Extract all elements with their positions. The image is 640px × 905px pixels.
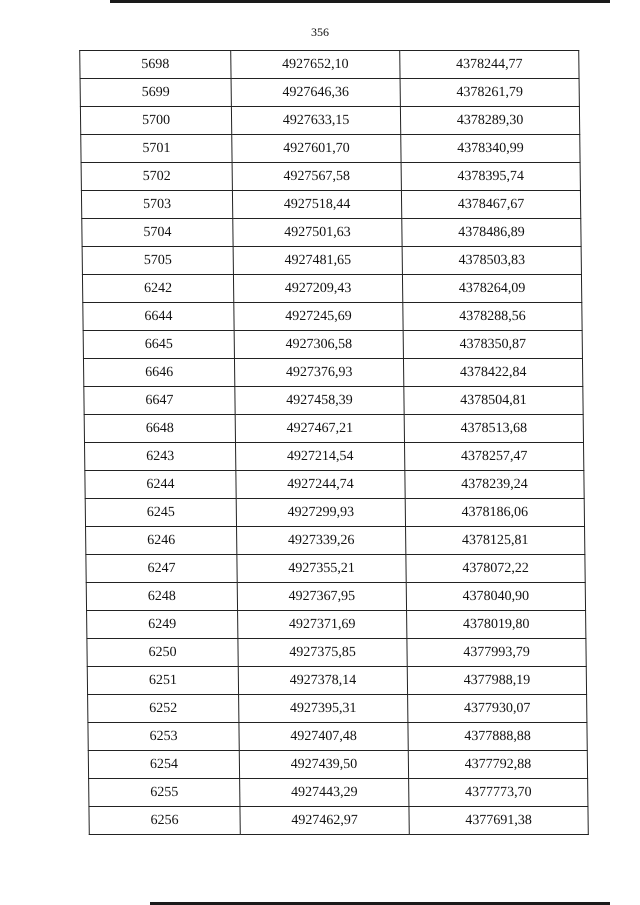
x-coordinate-cell: 4927214,54 <box>236 443 405 471</box>
y-coordinate-cell: 4378125,81 <box>406 527 585 555</box>
point-number-cell: 5704 <box>82 219 233 247</box>
point-number-cell: 6248 <box>86 583 237 611</box>
x-coordinate-cell: 4927652,10 <box>231 51 400 79</box>
x-coordinate-cell: 4927467,21 <box>235 415 404 443</box>
y-coordinate-cell: 4377993,79 <box>407 639 586 667</box>
table-row <box>83 331 582 359</box>
x-coordinate-cell: 4927633,15 <box>231 107 400 135</box>
y-coordinate-cell: 4378340,99 <box>401 135 580 163</box>
y-coordinate-cell: 4378513,68 <box>404 415 583 443</box>
table-row <box>80 79 579 107</box>
table-row <box>86 555 585 583</box>
table-row <box>85 471 584 499</box>
y-coordinate-cell: 4378072,22 <box>406 555 585 583</box>
point-number-cell: 6249 <box>87 611 238 639</box>
y-coordinate-cell: 4378503,83 <box>402 247 581 275</box>
y-coordinate-cell: 4378261,79 <box>400 79 579 107</box>
x-coordinate-cell: 4927518,44 <box>232 191 401 219</box>
y-coordinate-cell: 4378395,74 <box>401 163 580 191</box>
table-row <box>81 135 580 163</box>
table-row <box>84 387 583 415</box>
y-coordinate-cell: 4378486,89 <box>402 219 581 247</box>
x-coordinate-cell: 4927339,26 <box>237 527 406 555</box>
table-row <box>82 275 581 303</box>
point-number-cell: 5701 <box>81 135 232 163</box>
table-row <box>81 163 580 191</box>
point-number-cell: 6256 <box>89 807 240 835</box>
table-row <box>84 415 583 443</box>
x-coordinate-cell: 4927601,70 <box>232 135 401 163</box>
y-coordinate-cell: 4378019,80 <box>407 611 586 639</box>
table-row <box>85 499 584 527</box>
y-coordinate-cell: 4377930,07 <box>408 695 587 723</box>
table-row <box>89 779 588 807</box>
x-coordinate-cell: 4927375,85 <box>238 639 407 667</box>
point-number-cell: 6243 <box>85 443 236 471</box>
y-coordinate-cell: 4378504,81 <box>404 387 583 415</box>
point-number-cell: 5700 <box>80 107 231 135</box>
table-row <box>89 807 588 835</box>
y-coordinate-cell: 4378264,09 <box>402 275 581 303</box>
x-coordinate-cell: 4927306,58 <box>234 331 403 359</box>
y-coordinate-cell: 4378422,84 <box>403 359 582 387</box>
table-row <box>88 695 587 723</box>
point-number-cell: 6253 <box>88 723 239 751</box>
table-row <box>81 191 580 219</box>
y-coordinate-cell: 4378467,67 <box>401 191 580 219</box>
point-number-cell: 6251 <box>87 667 238 695</box>
x-coordinate-cell: 4927646,36 <box>231 79 400 107</box>
table-row <box>83 359 582 387</box>
point-number-cell: 6646 <box>83 359 234 387</box>
point-number-cell: 6252 <box>88 695 239 723</box>
scan-edge-top <box>110 0 610 3</box>
point-number-cell: 6645 <box>83 331 234 359</box>
table-row <box>88 723 587 751</box>
point-number-cell: 5703 <box>81 191 232 219</box>
point-number-cell: 6647 <box>84 387 235 415</box>
y-coordinate-cell: 4378244,77 <box>400 51 579 79</box>
x-coordinate-cell: 4927501,63 <box>233 219 402 247</box>
table-row <box>87 611 586 639</box>
x-coordinate-cell: 4927244,74 <box>236 471 405 499</box>
table-row <box>86 583 585 611</box>
y-coordinate-cell: 4377773,70 <box>409 779 588 807</box>
table-row <box>86 527 585 555</box>
x-coordinate-cell: 4927209,43 <box>233 275 402 303</box>
table-row <box>80 107 579 135</box>
x-coordinate-cell: 4927355,21 <box>237 555 406 583</box>
point-number-cell: 6250 <box>87 639 238 667</box>
y-coordinate-cell: 4378288,56 <box>403 303 582 331</box>
table-row <box>80 51 579 79</box>
point-number-cell: 6255 <box>89 779 240 807</box>
point-number-cell: 6648 <box>84 415 235 443</box>
y-coordinate-cell: 4378040,90 <box>406 583 585 611</box>
x-coordinate-cell: 4927567,58 <box>232 163 401 191</box>
y-coordinate-cell: 4378257,47 <box>405 443 584 471</box>
x-coordinate-cell: 4927371,69 <box>238 611 407 639</box>
page-number: 356 <box>311 25 329 39</box>
x-coordinate-cell: 4927458,39 <box>235 387 404 415</box>
table-row <box>85 443 584 471</box>
point-number-cell: 6242 <box>82 275 233 303</box>
y-coordinate-cell: 4378289,30 <box>400 107 579 135</box>
table-row <box>83 303 582 331</box>
point-number-cell: 6245 <box>85 499 236 527</box>
y-coordinate-cell: 4377888,88 <box>408 723 587 751</box>
table-row <box>88 751 587 779</box>
y-coordinate-cell: 4378350,87 <box>403 331 582 359</box>
x-coordinate-cell: 4927376,93 <box>234 359 403 387</box>
coordinates-table-body <box>80 51 589 835</box>
x-coordinate-cell: 4927443,29 <box>240 779 409 807</box>
table-row <box>82 219 581 247</box>
table-row <box>87 667 586 695</box>
y-coordinate-cell: 4377792,88 <box>408 751 587 779</box>
x-coordinate-cell: 4927245,69 <box>234 303 403 331</box>
y-coordinate-cell: 4377691,38 <box>409 807 588 835</box>
x-coordinate-cell: 4927439,50 <box>239 751 408 779</box>
point-number-cell: 5702 <box>81 163 232 191</box>
point-number-cell: 5705 <box>82 247 233 275</box>
x-coordinate-cell: 4927407,48 <box>239 723 408 751</box>
x-coordinate-cell: 4927395,31 <box>239 695 408 723</box>
x-coordinate-cell: 4927299,93 <box>236 499 405 527</box>
coordinates-table <box>79 50 589 835</box>
x-coordinate-cell: 4927481,65 <box>233 247 402 275</box>
point-number-cell: 5698 <box>80 51 231 79</box>
point-number-cell: 6246 <box>86 527 237 555</box>
point-number-cell: 5699 <box>80 79 231 107</box>
point-number-cell: 6644 <box>83 303 234 331</box>
point-number-cell: 6247 <box>86 555 237 583</box>
x-coordinate-cell: 4927462,97 <box>240 807 409 835</box>
table-row <box>87 639 586 667</box>
point-number-cell: 6244 <box>85 471 236 499</box>
x-coordinate-cell: 4927367,95 <box>237 583 406 611</box>
y-coordinate-cell: 4378186,06 <box>405 499 584 527</box>
y-coordinate-cell: 4378239,24 <box>405 471 584 499</box>
table-row <box>82 247 581 275</box>
x-coordinate-cell: 4927378,14 <box>238 667 407 695</box>
y-coordinate-cell: 4377988,19 <box>407 667 586 695</box>
point-number-cell: 6254 <box>88 751 239 779</box>
